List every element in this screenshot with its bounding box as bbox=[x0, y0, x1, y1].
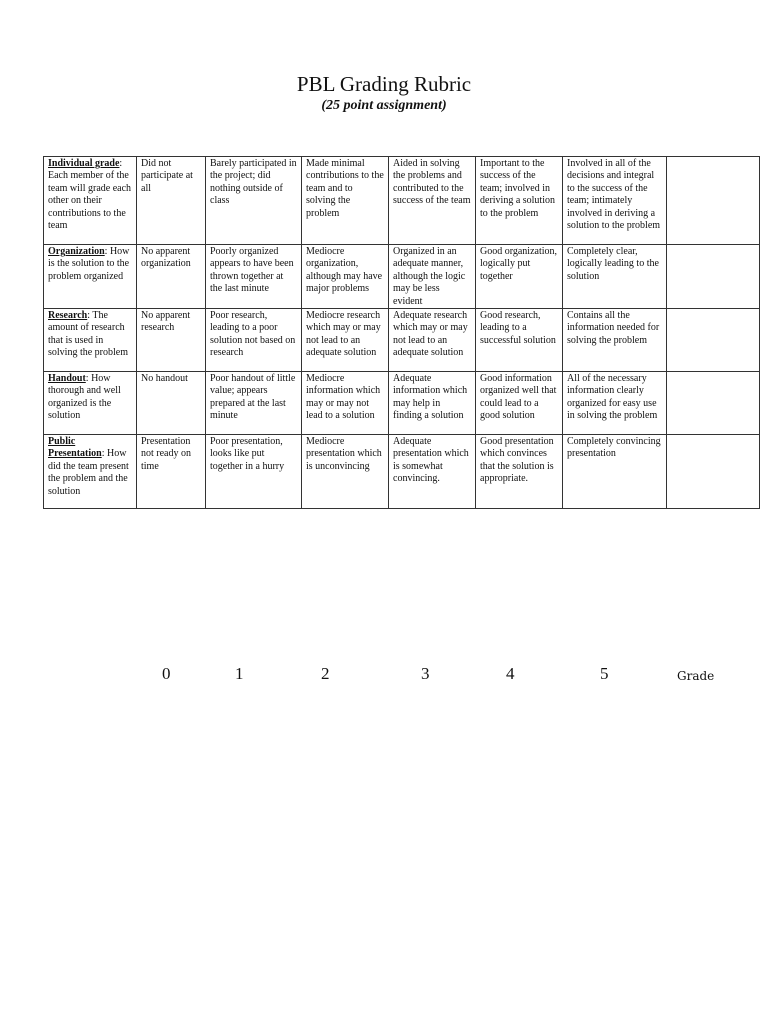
level-4-cell: Good organization, logically put together bbox=[476, 245, 563, 309]
level-1-cell: Barely participated in the project; did nothing outside of class bbox=[206, 157, 302, 245]
level-1-cell: Poorly organized appears to have been thrown together at the last minute bbox=[206, 245, 302, 309]
rubric-row-individual-grade bbox=[44, 157, 760, 245]
level-3-cell: Aided in solving the problems and contributed to the success of the team bbox=[389, 157, 476, 245]
rubric-row-handout bbox=[44, 372, 760, 435]
scale-point-2: 2 bbox=[321, 664, 330, 683]
criterion-name: Public Presentation bbox=[48, 436, 102, 460]
level-4-cell: Important to the success of the team; involved in deriving a solution to the problem bbox=[476, 157, 563, 245]
grade-cell[interactable] bbox=[667, 435, 760, 509]
level-2-cell: Mediocre organization, although may have major problems bbox=[302, 245, 389, 309]
level-3-cell: Organized in an adequate manner, although the logic may be less evident bbox=[389, 245, 476, 309]
criterion-name: Handout bbox=[48, 373, 86, 385]
level-4-cell: Good information organized well that could lead to a good solution bbox=[476, 372, 563, 435]
level-1-cell: Poor presentation, looks like put together in a hurry bbox=[206, 435, 302, 509]
level-2-cell: Mediocre research which may or may not lead to an adequate solution bbox=[302, 309, 389, 372]
rubric-row-organization bbox=[44, 245, 760, 309]
criterion-name: Organization bbox=[48, 246, 105, 257]
level-2-cell: Mediocre presentation which is unconvincing bbox=[302, 435, 389, 509]
level-5-cell: Completely clear, logically leading to the solution bbox=[563, 245, 667, 309]
rubric-row-research bbox=[44, 309, 760, 372]
rubric-row-public-presentation bbox=[44, 435, 760, 509]
level-5-cell: Involved in all of the decisions and integral to the success of the team; intimately involved in deriving a solution to the problem bbox=[563, 157, 667, 245]
level-2-cell: Mediocre information which may or may not lead to a solution bbox=[302, 372, 389, 435]
scale-point-1: 1 bbox=[235, 664, 244, 683]
criterion-description: : The amount of research that is used in solving the problem bbox=[48, 310, 128, 359]
level-1-cell: Poor handout of little value; appears prepared at the last minute bbox=[206, 372, 302, 435]
level-0-cell: Presentation not ready on time bbox=[137, 435, 206, 509]
grade-cell[interactable] bbox=[667, 309, 760, 372]
level-5-cell: Contains all the information needed for solving the problem bbox=[563, 309, 667, 372]
level-0-cell: No handout bbox=[137, 372, 206, 435]
criterion-cell bbox=[44, 245, 137, 309]
grade-column-label: Grade bbox=[677, 669, 715, 683]
scale-point-0: 0 bbox=[162, 664, 171, 683]
level-0-cell: Did not participate at all bbox=[137, 157, 206, 245]
grade-cell[interactable] bbox=[667, 157, 760, 245]
criterion-name: Research bbox=[48, 310, 88, 322]
criterion-description: : Each member of the team will grade each other on their contributions to the team bbox=[48, 158, 132, 232]
criterion-cell bbox=[44, 372, 137, 435]
level-5-cell: All of the necessary information clearly organized for easy use in solving the problem bbox=[563, 372, 667, 435]
level-3-cell: Adequate information which may help in finding a solution bbox=[389, 372, 476, 435]
grade-cell[interactable] bbox=[667, 372, 760, 435]
level-0-cell: No apparent research bbox=[137, 309, 206, 372]
level-3-cell: Adequate presentation which is somewhat convincing. bbox=[389, 435, 476, 509]
level-5-cell: Completely convincing presentation bbox=[563, 435, 667, 509]
grade-cell[interactable] bbox=[667, 245, 760, 309]
scale-point-4: 4 bbox=[506, 664, 515, 683]
rubric-table bbox=[43, 156, 760, 509]
level-0-cell: No apparent organization bbox=[137, 245, 206, 309]
level-1-cell: Poor research, leading to a poor solution not based on research bbox=[206, 309, 302, 372]
level-2-cell: Made minimal contributions to the team and to solving the problem bbox=[302, 157, 389, 245]
scale-point-5: 5 bbox=[600, 664, 609, 683]
criterion-description: : How is the solution to the problem organized bbox=[48, 246, 130, 282]
criterion-description: : How thorough and well organized is the solution bbox=[48, 373, 121, 422]
criterion-cell bbox=[44, 435, 137, 509]
level-3-cell: Adequate research which may or may not lead to an adequate solution bbox=[389, 309, 476, 372]
criterion-name: Individual grade bbox=[48, 158, 120, 169]
document-subtitle: (25 point assignment) bbox=[321, 98, 447, 113]
criterion-description: : How did the team present the problem and the solution bbox=[48, 448, 129, 497]
criterion-cell bbox=[44, 309, 137, 372]
document-title: PBL Grading Rubric bbox=[296, 72, 472, 96]
level-4-cell: Good presentation which convinces that the solution is appropriate. bbox=[476, 435, 563, 509]
criterion-cell bbox=[44, 157, 137, 245]
level-4-cell: Good research, leading to a successful solution bbox=[476, 309, 563, 372]
scale-point-3: 3 bbox=[421, 664, 430, 683]
